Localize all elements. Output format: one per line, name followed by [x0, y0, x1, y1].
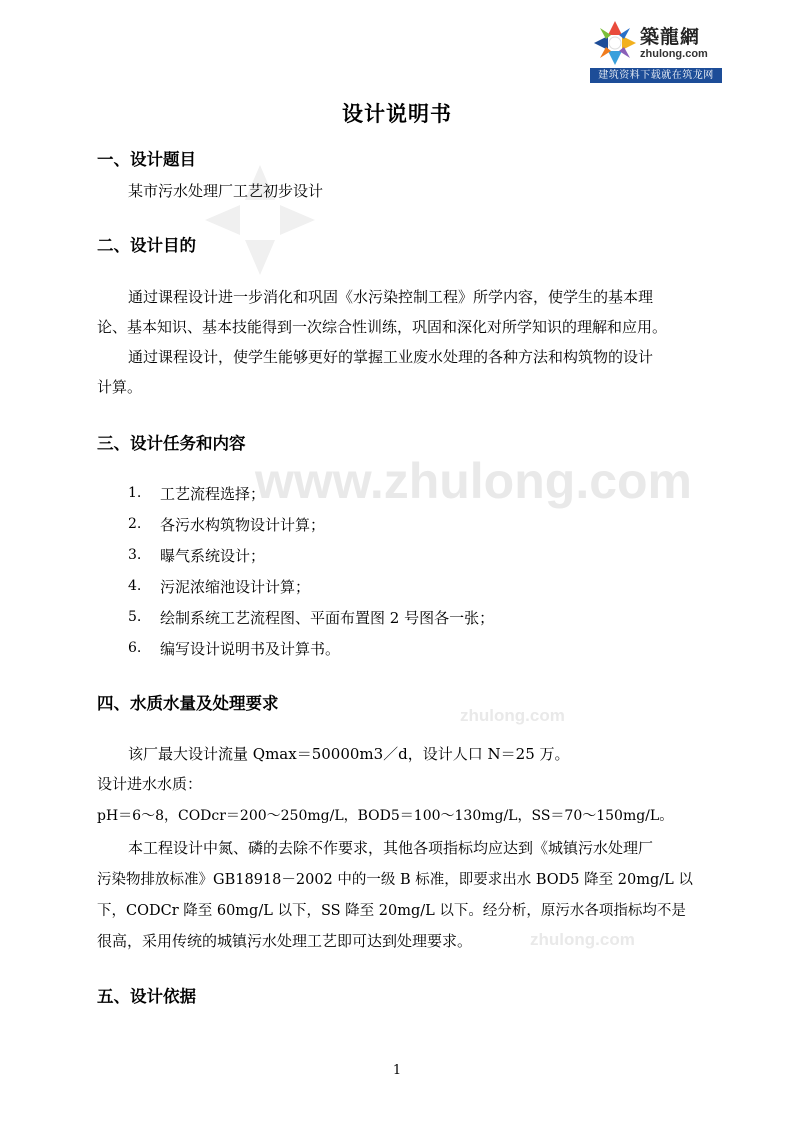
section-2-para1-line2: 论、基本知识、基本技能得到一次综合性训练，巩固和深化对所学知识的理解和应用。	[97, 318, 668, 336]
list-item-number: 6.	[128, 640, 142, 656]
section-4-line2: 设计进水水质：	[97, 775, 203, 793]
logo-name: 築龍網	[640, 26, 701, 48]
page-number: 1	[392, 1063, 402, 1078]
list-item-number: 3.	[128, 547, 142, 563]
section-4-line7: 很高，采用传统的城镇污水处理工艺即可达到处理要求。	[97, 932, 473, 950]
list-item-number: 5.	[128, 609, 142, 625]
list-item: 各污水构筑物设计计算；	[160, 516, 326, 534]
watermark-small-2: zhulong.com	[530, 930, 635, 949]
list-item: 污泥浓缩池设计计算；	[160, 578, 311, 596]
list-item: 工艺流程选择；	[160, 485, 266, 503]
page-title: 设计说明书	[342, 102, 452, 126]
list-item: 编写设计说明书及计算书。	[160, 640, 341, 658]
logo-domain: zhulong.com	[640, 48, 708, 60]
list-item: 绘制系统工艺流程图、平面布置图 2 号图各一张；	[160, 609, 495, 627]
watermark-pinwheel-icon	[200, 160, 320, 280]
zhulong-logo	[590, 18, 722, 84]
watermark-small-1: zhulong.com	[460, 706, 565, 725]
section-1-heading: 一、设计题目	[97, 150, 196, 169]
section-4-line5: 污染物排放标准》GB18918－2002 中的一级 B 标准，即要求出水 BOD5 降至 20mg/L 以	[97, 872, 693, 888]
section-2-para2-line2: 计算。	[97, 378, 143, 396]
list-item-number: 1.	[128, 485, 142, 501]
watermark-large: www.zhulong.com	[255, 453, 693, 509]
section-4-line3: pH＝6～8，CODcr＝200～250mg/L，BOD5＝100～130mg/L，SS＝70～150mg/L。	[97, 808, 674, 824]
list-item-number: 2.	[128, 516, 142, 532]
pinwheel-logo-icon	[592, 19, 638, 67]
section-4-line6: 下，CODCr 降至 60mg/L 以下，SS 降至 20mg/L 以下。经分析，原污水各项指标均不是	[97, 903, 686, 919]
section-4-heading: 四、水质水量及处理要求	[97, 694, 279, 713]
list-item-number: 4.	[128, 578, 142, 594]
logo-slogan: 建筑资料下载就在筑龙网	[590, 68, 722, 83]
section-3-heading: 三、设计任务和内容	[97, 434, 246, 453]
section-2-para2-line1: 通过课程设计，使学生能够更好的掌握工业废水处理的各种方法和构筑物的设计	[128, 348, 654, 366]
section-2-para1-line1: 通过课程设计进一步消化和巩固《水污染控制工程》所学内容，使学生的基本理	[128, 288, 654, 306]
section-4-line4: 本工程设计中氮、磷的去除不作要求，其他各项指标均应达到《城镇污水处理厂	[128, 839, 654, 857]
list-item: 曝气系统设计；	[160, 547, 266, 565]
section-1-body: 某市污水处理厂工艺初步设计	[128, 182, 324, 200]
section-5-heading: 五、设计依据	[97, 987, 196, 1006]
section-4-line1: 该厂最大设计流量 Qmax＝50000m3／d，设计人口 N＝25 万。	[128, 745, 570, 763]
section-2-heading: 二、设计目的	[97, 236, 196, 255]
